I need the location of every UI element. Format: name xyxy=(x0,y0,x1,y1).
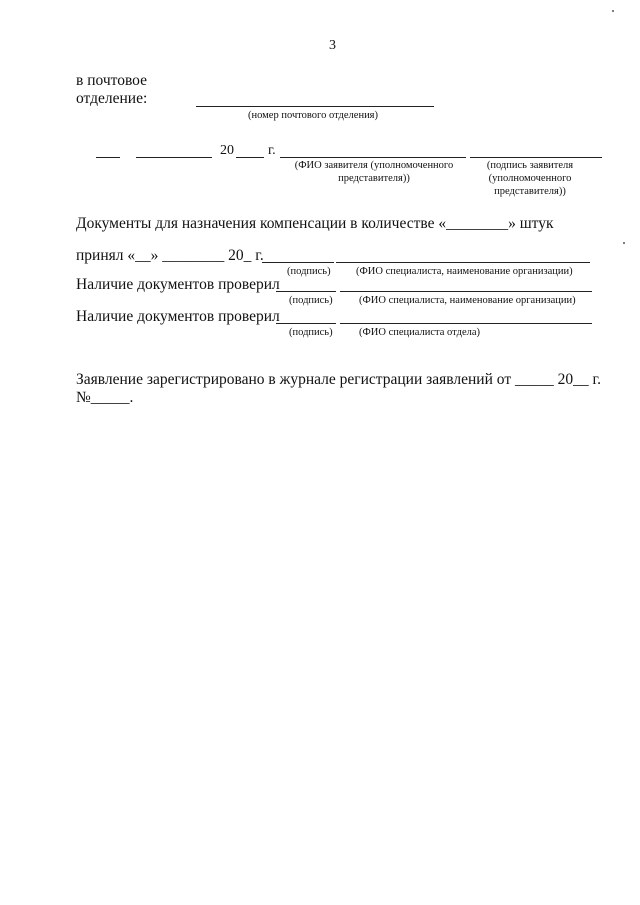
postal-office-caption: (номер почтового отделения) xyxy=(248,110,379,121)
check2-signature-blank xyxy=(276,323,336,324)
check1-label: Наличие документов проверил xyxy=(76,276,280,293)
applicant-fio-caption-line1: (ФИО заявителя (уполномоченного xyxy=(294,160,454,171)
date-day-blank xyxy=(96,157,120,158)
documents-accepted-text: принял «__» ________ 20_ г. xyxy=(76,247,264,264)
check1-signature-blank xyxy=(276,291,336,292)
check1-signature-caption: (подпись) xyxy=(289,295,333,306)
applicant-signature-caption xyxy=(470,159,590,198)
scan-mark-right xyxy=(623,242,625,244)
accepted-fio-org-blank xyxy=(336,262,590,263)
postal-label-line2: отделение: xyxy=(76,90,148,107)
date-year-suffix: г. xyxy=(268,143,276,158)
postal-label-line1: в почтовое xyxy=(76,72,147,89)
check2-label: Наличие документов проверил xyxy=(76,308,280,325)
scan-mark-top-right xyxy=(612,10,614,12)
registration-line2: №_____. xyxy=(76,389,134,406)
applicant-fio-blank xyxy=(280,157,466,158)
check2-fio-dept-blank xyxy=(340,323,592,324)
applicant-fio-caption-line2: представителя)) xyxy=(338,173,410,184)
check2-fio-dept-caption: (ФИО специалиста отдела) xyxy=(359,327,480,338)
date-year-blank xyxy=(236,157,264,158)
check2-signature-caption: (подпись) xyxy=(289,327,333,338)
date-month-blank xyxy=(136,157,212,158)
applicant-signature-caption-line3: представителя)) xyxy=(494,186,566,197)
page-number: 3 xyxy=(329,38,336,53)
date-year-prefix: 20 xyxy=(220,143,234,158)
accepted-fio-org-caption: (ФИО специалиста, наименование организации) xyxy=(356,266,573,277)
postal-office-blank xyxy=(196,106,434,107)
accepted-signature-caption: (подпись) xyxy=(287,266,331,277)
registration-line1: Заявление зарегистрировано в журнале регистрации заявлений от _____ 20__ г. xyxy=(76,371,601,388)
accepted-signature-blank xyxy=(262,262,334,263)
applicant-signature-caption-line1: (подпись заявителя xyxy=(486,160,574,171)
applicant-signature-blank xyxy=(470,157,602,158)
check1-fio-org-blank xyxy=(340,291,592,292)
documents-count-text: Документы для назначения компенсации в количестве «________» штук xyxy=(76,215,554,232)
applicant-signature-caption-line2: (уполномоченного xyxy=(488,173,572,184)
check1-fio-org-caption: (ФИО специалиста, наименование организации) xyxy=(359,295,576,306)
applicant-fio-caption xyxy=(284,159,464,185)
